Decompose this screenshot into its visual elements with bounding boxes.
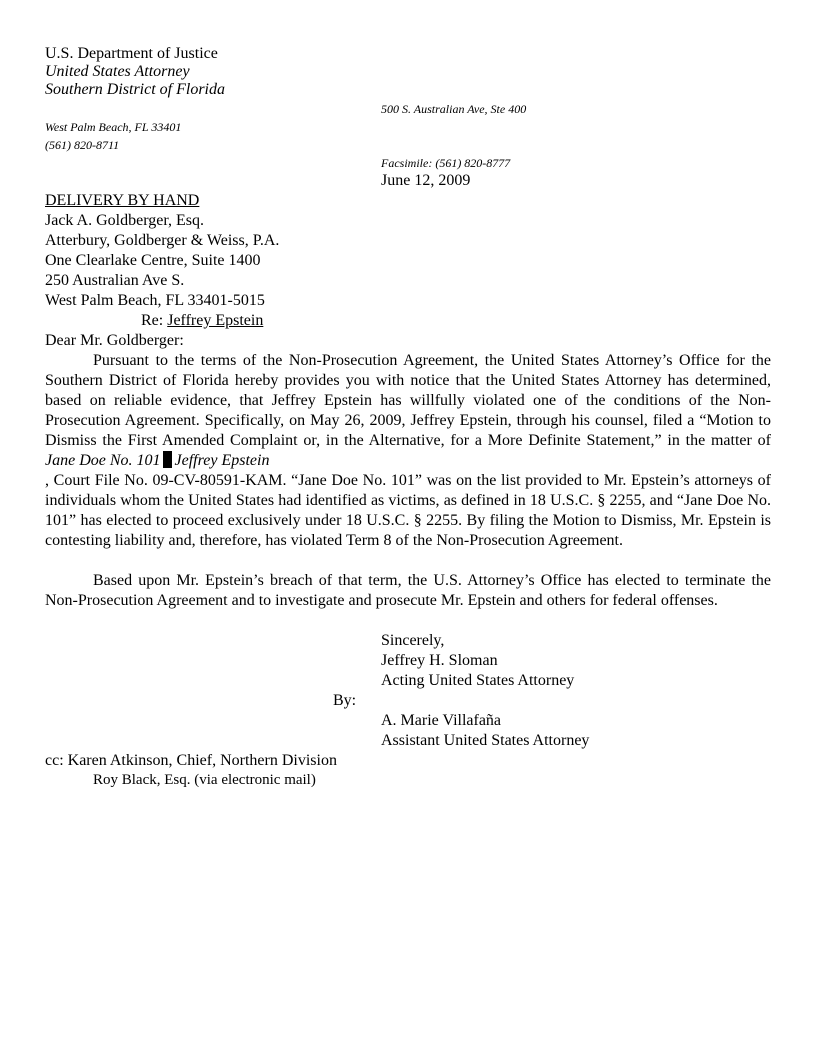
letter-date: June 12, 2009 (381, 172, 471, 189)
signer-title: Acting United States Attorney (381, 672, 575, 689)
letterhead-phone: (561) 820-8711 (45, 138, 120, 152)
body-paragraph-2: Based upon Mr. Epstein’s breach of that term, the U.S. Attorney’s Office has elected to terminate the Non-Prosecution Agreement and to investigate and prosecute Mr. Epstein and others for federal offenses. (45, 572, 771, 609)
by-label: By: (333, 692, 357, 709)
recipient-street: 250 Australian Ave S. (45, 272, 185, 289)
recipient-building: One Clearlake Centre, Suite 1400 (45, 252, 261, 269)
letterhead-office: United States Attorney (45, 63, 190, 80)
redaction-block (163, 451, 172, 468)
cc-line-2: Roy Black, Esq. (via electronic mail) (93, 772, 316, 788)
recipient-city: West Palm Beach, FL 33401-5015 (45, 292, 265, 309)
salutation: Dear Mr. Goldberger: (45, 332, 184, 349)
delivery-method: DELIVERY BY HAND (45, 192, 200, 209)
body-paragraph-1 (45, 351, 771, 551)
case-plaintiff: Jane Doe No. 101 (45, 452, 161, 469)
recipient-name: Jack A. Goldberger, Esq. (45, 212, 205, 229)
body-paragraph-1-text-a: Pursuant to the terms of the Non-Prosecution Agreement, the United States Attorney’s Office for the Southern District of Florida hereby provides you with notice that the United States Attorney has determined, based on reliable evidence, that Jeffrey Epstein has willfully violated one of the conditions of the Non-Prosecution Agreement. Specifically, on May 26, 2009, Jeffrey Epstein, through his counsel, filed a “Motion to Dismiss the First Amended Complaint or, in the Alternative, for a More Definite Statement,” in the matter of (45, 352, 771, 449)
body-paragraph-1-text-b: , Court File No. 09-CV-80591-KAM. “Jane Doe No. 101” was on the list provided to Mr. Epstein’s attorneys of individuals whom the United States had identified as victims, as defined in 18 U.S.C. § 2255, and “Jane Doe No. 101” has elected to proceed exclusively under 18 U.S.C. § 2255. By filing the Motion to Dismiss, Mr. Epstein is contesting liability and, therefore, has violated Term 8 of the Non-Prosecution Agreement. (45, 472, 771, 549)
case-defendant: Jeffrey Epstein (174, 452, 270, 469)
letterhead-fax: Facsimile: (561) 820-8777 (381, 156, 511, 170)
recipient-firm: Atterbury, Goldberger & Weiss, P.A. (45, 232, 280, 249)
assistant-name: A. Marie Villafaña (381, 712, 502, 729)
letterhead-street: 500 S. Australian Ave, Ste 400 (381, 102, 527, 116)
closing-sincerely: Sincerely, (381, 632, 445, 649)
re-line (141, 311, 263, 331)
letterhead-district: Southern District of Florida (45, 81, 225, 98)
letterhead-dept: U.S. Department of Justice (45, 45, 218, 62)
assistant-title: Assistant United States Attorney (381, 732, 590, 749)
letterhead-city: West Palm Beach, FL 33401 (45, 120, 182, 134)
signer-name: Jeffrey H. Sloman (381, 652, 498, 669)
re-label: Re: (141, 312, 168, 329)
cc-line-1: cc: Karen Atkinson, Chief, Northern Division (45, 752, 337, 769)
re-subject: Jeffrey Epstein (167, 312, 264, 329)
